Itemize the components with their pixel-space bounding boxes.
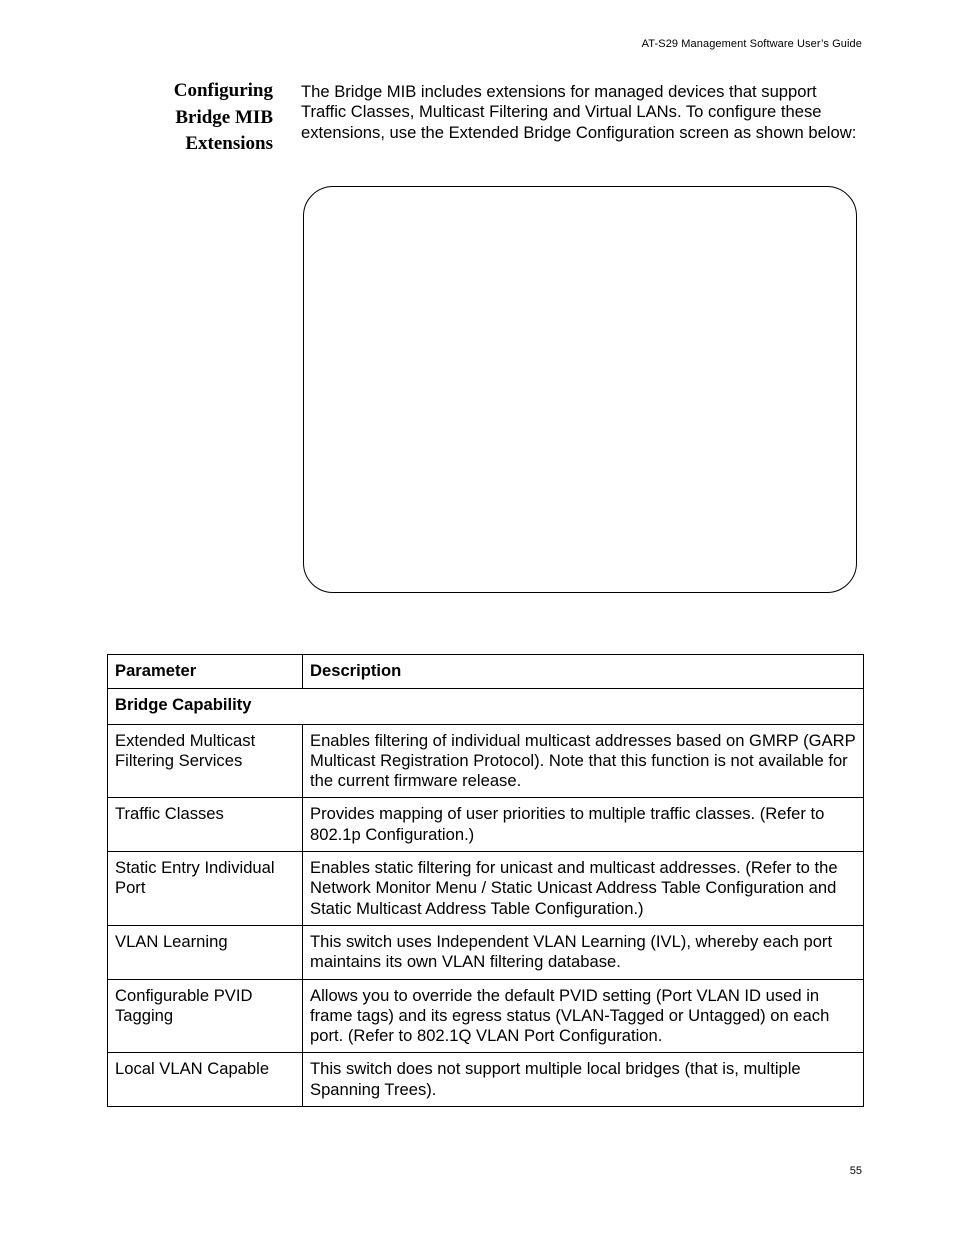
description-cell: Allows you to override the default PVID setting (Port VLAN ID used in frame tags) and its egress status (VLAN-Tagged or Untagged) on each port. (Refer to 802.1Q VLAN Port Configuration. (303, 979, 864, 1053)
table-row (108, 1053, 864, 1107)
table-row (108, 852, 864, 926)
intro-paragraph: The Bridge MIB includes extensions for managed devices that support Traffic Classes, Multicast Filtering and Virtual LANs. To configure these extensions, use the Extended Bridge Configuration screen as shown below: (301, 82, 857, 142)
table-row (108, 925, 864, 979)
section-heading (120, 78, 273, 158)
description-cell: This switch uses Independent VLAN Learning (IVL), whereby each port maintains its own VLAN filtering database. (303, 925, 864, 979)
table-header-row (108, 655, 864, 689)
parameter-cell: Extended Multicast Filtering Services (108, 724, 303, 798)
parameter-cell: Configurable PVID Tagging (108, 979, 303, 1053)
parameter-cell: VLAN Learning (108, 925, 303, 979)
table-group-row (108, 689, 864, 724)
section-heading-line: Configuring (173, 80, 273, 101)
table-row (108, 979, 864, 1053)
page-number: 55 (849, 1165, 862, 1177)
running-header: AT-S29 Management Software User’s Guide (641, 38, 862, 50)
description-cell: Enables static filtering for unicast and multicast addresses. (Refer to the Network Monitor Menu / Static Unicast Address Table Configuration and Static Multicast Address Table Configuration.) (303, 852, 864, 926)
table-row (108, 798, 864, 852)
parameter-cell: Local VLAN Capable (108, 1053, 303, 1107)
parameter-cell: Traffic Classes (108, 798, 303, 852)
section-heading-line: Bridge MIB (175, 106, 273, 128)
group-label: Bridge Capability (108, 689, 864, 724)
screenshot-placeholder-frame (303, 186, 857, 593)
column-header-parameter: Parameter (108, 655, 303, 689)
parameter-table (107, 654, 864, 1107)
column-header-description: Description (303, 655, 864, 689)
description-cell: Provides mapping of user priorities to multiple traffic classes. (Refer to 802.1p Configuration.) (303, 798, 864, 852)
description-cell: This switch does not support multiple local bridges (that is, multiple Spanning Trees). (303, 1053, 864, 1107)
table-row (108, 724, 864, 798)
section-heading-line: Extensions (185, 133, 273, 154)
description-cell: Enables filtering of individual multicast addresses based on GMRP (GARP Multicast Registration Protocol). Note that this function is not available for the current firmware release. (303, 724, 864, 798)
parameter-cell: Static Entry Individual Port (108, 852, 303, 926)
